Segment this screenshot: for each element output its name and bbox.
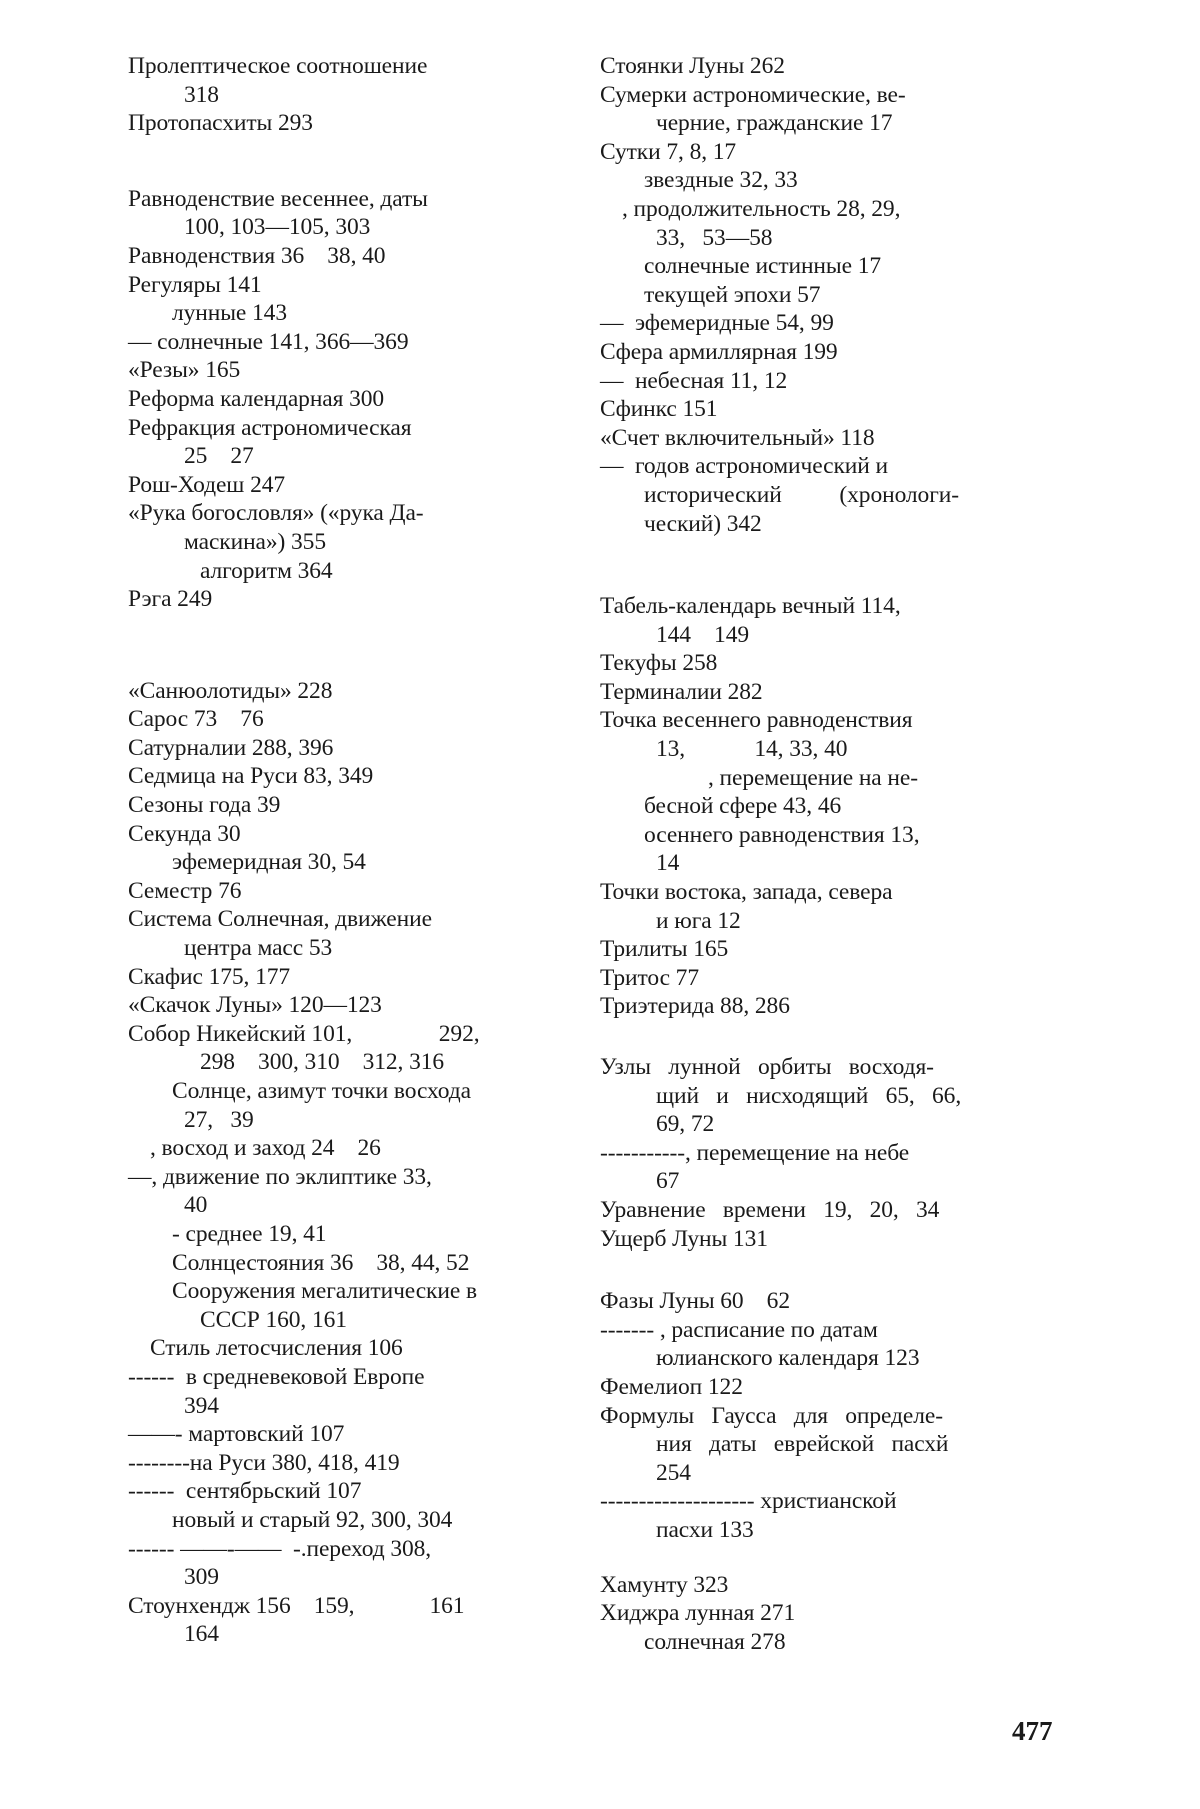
index-entry: —, движение по эклиптике 33, — [128, 1163, 432, 1190]
index-entry: ------ сентябрьский 107 — [128, 1478, 362, 1505]
index-entry: центра масс 53 — [184, 935, 333, 962]
section-gap — [128, 138, 548, 185]
index-entry: 13, 14, 33, 40 — [656, 736, 848, 763]
index-entry: Равноденствия 36 38, 40 — [128, 242, 386, 269]
section-gap — [600, 538, 1055, 592]
index-entry: ------ в средневековой Европе — [128, 1363, 425, 1390]
index-entry: 14 — [656, 850, 680, 877]
index-entry: ——- мартовский 107 — [128, 1421, 345, 1448]
index-entry: солнечная 278 — [644, 1628, 786, 1655]
index-entry: «Счет включительный» 118 — [600, 424, 875, 451]
index-entry: ния даты еврейской пасхй — [656, 1431, 949, 1458]
index-entry: Стоянки Луны 262 — [600, 53, 785, 79]
index-entry: Семестр 76 — [128, 877, 242, 904]
index-entry: «Резы» 165 — [128, 357, 241, 384]
index-entry: 69, 72 — [656, 1111, 715, 1138]
index-entry: Тритос 77 — [600, 964, 699, 991]
index-entry: Уравнение времени 19, 20, 34 — [600, 1196, 940, 1223]
index-entry: 67 — [656, 1168, 680, 1195]
index-entry: Седмица на Руси 83, 349 — [128, 763, 374, 790]
section-gap — [600, 1545, 1055, 1571]
index-entry: Пролептическое соотношение — [128, 53, 428, 79]
index-entry: и юга 12 — [656, 907, 741, 934]
index-entry: 164 — [184, 1621, 219, 1648]
index-entry: Сатурналии 288, 396 — [128, 734, 334, 761]
index-entry: Собор Никейский 101, 292, — [128, 1020, 480, 1047]
index-entry: --------на Руси 380, 418, 419 — [128, 1449, 400, 1476]
index-entry: Рош-Ходеш 247 — [128, 471, 286, 498]
index-entry: исторический (хронологи- — [644, 481, 959, 508]
index-entry: Сооружения мегалитические в — [172, 1278, 477, 1305]
index-entry: эфемеридная 30, 54 — [172, 849, 366, 876]
index-column-left — [128, 52, 548, 1649]
index-entry: Скафис 175, 177 — [128, 963, 291, 990]
index-entry: -------------------- христианской — [600, 1488, 897, 1515]
index-entry: «Скачок Луны» 120—123 — [128, 992, 382, 1019]
index-entry: Сфинкс 151 — [600, 396, 718, 423]
index-entry: Трилиты 165 — [600, 936, 729, 963]
index-entry: Протопасхиты 293 — [128, 110, 313, 137]
index-column-right — [600, 52, 1055, 1656]
index-entry: звездные 32, 33 — [644, 167, 798, 194]
index-entry: Сфера армиллярная 199 — [600, 338, 838, 365]
index-entry: 309 — [184, 1564, 219, 1591]
index-entry: , перемещение на не- — [708, 764, 918, 791]
index-entry: 40 — [184, 1192, 208, 1219]
index-entry: — небесная 11, 12 — [600, 367, 788, 394]
index-entry: Ущерб Луны 131 — [600, 1225, 768, 1252]
index-entry: Реформа календарная 300 — [128, 385, 385, 412]
index-entry: осеннего равноденствия 13, — [644, 821, 920, 848]
index-entry: Фемелиоп 122 — [600, 1373, 743, 1400]
index-entry: новый и старый 92, 300, 304 — [172, 1506, 453, 1533]
index-entry: 27, 39 — [184, 1106, 254, 1133]
index-entry: , продолжительность 28, 29, — [622, 195, 901, 222]
index-entry: Хамунту 323 — [600, 1571, 729, 1598]
index-entry: Рэга 249 — [128, 586, 213, 613]
index-entry: Точки востока, запада, севера — [600, 879, 893, 906]
index-entry: Солнце, азимут точки восхода — [172, 1078, 471, 1104]
index-entry: черние, гражданские 17 — [656, 110, 893, 137]
index-entry: Стоунхендж 156 159, 161 — [128, 1592, 465, 1619]
index-entry: щий и нисходящий 65, 66, — [656, 1082, 962, 1109]
index-entry: 33, 53—58 — [656, 224, 773, 251]
section-gap — [128, 614, 548, 677]
index-entry: Секунда 30 — [128, 820, 241, 847]
section-gap — [600, 1021, 1055, 1053]
index-entry: маскина») 355 — [184, 528, 326, 555]
index-entry: Система Солнечная, движение — [128, 906, 432, 933]
section-gap — [600, 1253, 1055, 1287]
index-entry: «Санюолотиды» 228 — [128, 677, 333, 704]
index-entry: 254 — [656, 1459, 691, 1486]
index-entry: юлианского календаря 123 — [656, 1345, 920, 1372]
index-entry: — солнечные 141, 366—369 — [128, 328, 409, 355]
index-entry: Рефракция астрономическая — [128, 414, 412, 441]
index-entry: , восход и заход 24 26 — [150, 1135, 381, 1162]
index-entry: Сумерки астрономические, ве- — [600, 81, 906, 108]
index-entry: Сарос 73 76 — [128, 706, 264, 733]
index-entry: 144 149 — [656, 621, 750, 648]
index-entry: текущей эпохи 57 — [644, 281, 821, 308]
index-entry: ------ ——-—— -.переход 308, — [128, 1535, 432, 1562]
index-entry: солнечные истинные 17 — [644, 253, 882, 280]
index-entry: бесной сфере 43, 46 — [644, 793, 842, 820]
index-entry: Стиль летосчисления 106 — [150, 1335, 403, 1362]
index-entry: Текуфы 258 — [600, 650, 718, 677]
index-entry: Табель-календарь вечный 114, — [600, 593, 901, 620]
index-entry: 298 300, 310 312, 316 — [200, 1049, 445, 1076]
index-entry: пасхи 133 — [656, 1516, 754, 1543]
index-entry: Фазы Луны 60 62 — [600, 1288, 790, 1315]
index-entry: лунные 143 — [172, 300, 287, 327]
index-entry: 100, 103—105, 303 — [184, 214, 371, 241]
index-entry: - среднее 19, 41 — [172, 1220, 327, 1247]
index-entry: 25 27 — [184, 443, 254, 470]
index-entry: Солнцестояния 36 38, 44, 52 — [172, 1249, 470, 1276]
index-entry: Формулы Гаусса для определе- — [600, 1402, 943, 1429]
index-entry: ------- , расписание по датам — [600, 1316, 878, 1343]
page-number: 477 — [1012, 1716, 1053, 1746]
index-entry: 394 — [184, 1392, 219, 1419]
index-entry: — эфемеридные 54, 99 — [600, 310, 834, 337]
index-entry: Точка весеннего равноденствия — [600, 707, 913, 734]
index-entry: Сутки 7, 8, 17 — [600, 138, 737, 165]
index-entry: Терминалии 282 — [600, 678, 763, 705]
index-entry: Равноденствие весеннее, даты — [128, 185, 428, 212]
index-entry: Сезоны года 39 — [128, 792, 281, 819]
index-entry: «Рука богословля» («рука Да- — [128, 500, 424, 527]
index-entry: СССР 160, 161 — [200, 1306, 347, 1333]
index-entry: 318 — [184, 81, 219, 108]
index-entry: ческий) 342 — [644, 510, 762, 537]
index-entry: Регуляры 141 — [128, 271, 262, 298]
index-entry: Хиджра лунная 271 — [600, 1600, 796, 1627]
index-entry: Узлы лунной орбиты восходя- — [600, 1054, 934, 1080]
index-entry: — годов астрономический и — [600, 453, 888, 480]
index-entry: -----------, перемещение на небе — [600, 1139, 910, 1166]
index-entry: Триэтерида 88, 286 — [600, 993, 790, 1020]
index-entry: алгоритм 364 — [200, 557, 333, 584]
